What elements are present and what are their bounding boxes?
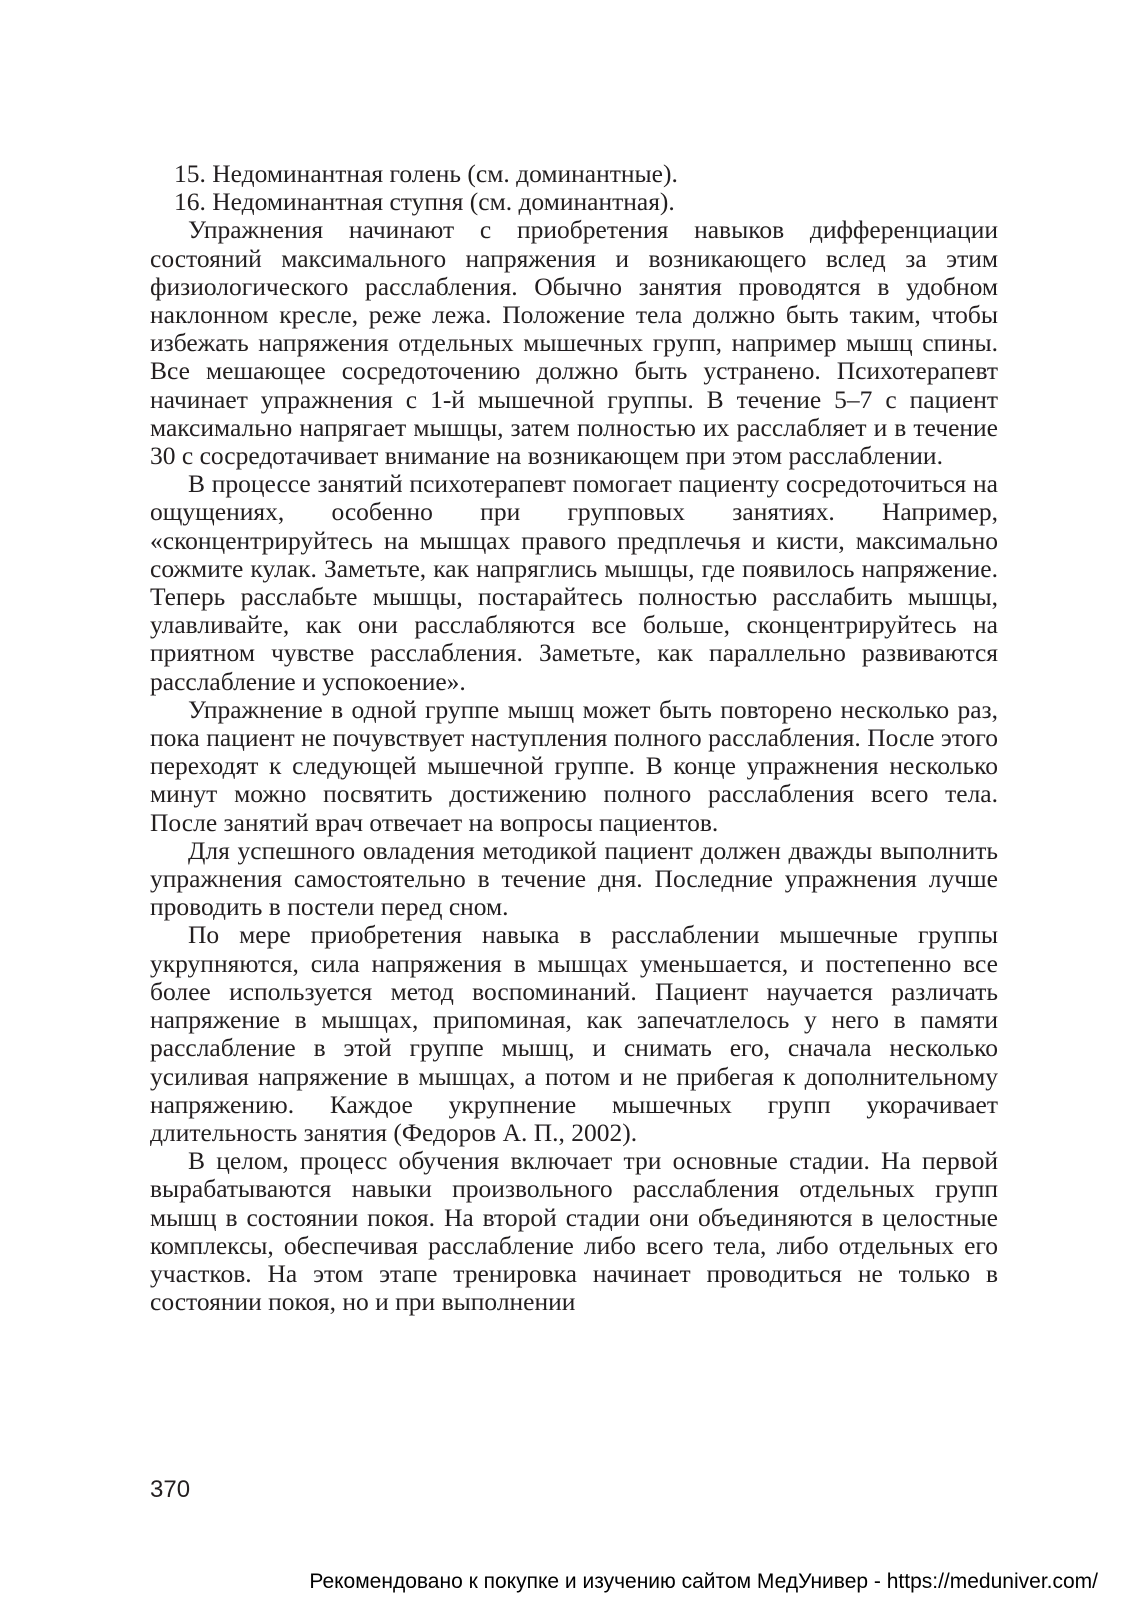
page-number: 370 <box>150 1476 191 1503</box>
footer-note: Рекомендовано к покупке и изучению сайтом МедУнивер - https://meduniver.com/ <box>309 1570 1098 1593</box>
list-item: 16. Недоминантная ступня (см. доминантная). <box>174 187 675 217</box>
paragraph: В целом, процесс обучения включает три основные стадии. На первой вырабатываются навыки произвольного расслабления отдельных групп мышц в состоянии покоя. На второй стадии они объединяются в целостные комплексы, обеспечивая расслабление либо всего тела, либо отдельных его участков. На этом этапе тренировка начинает проводиться не только в состоянии покоя, но и при выполнении <box>150 1146 998 1317</box>
list-item: 15. Недоминантная голень (см. доминантные). <box>174 159 678 188</box>
paragraph: Упражнения начинают с приобретения навыков дифференциации состояний максимального напряжения и возникающего вслед за этим физиологического расслабления. Обычно занятия проводятся в удобном наклонном кресле, реже лежа. Положение тела должно быть таким, чтобы избежать напряжения отдельных мышечных групп, например мышц спины. Все мешающее сосредоточению должно быть устранено. Психотерапевт начинает упражнения с 1-й мышечной группы. В течение 5–7 с пациент максимально напрягает мышцы, затем полностью их расслабляет и в течение 30 с сосредотачивает внимание на возникающем при этом расслаблении. <box>150 215 998 471</box>
paragraph: Для успешного овладения методикой пациент должен дважды выполнить упражнения самостоятельно в течение дня. Последние упражнения лучше проводить в постели перед сном. <box>150 835 998 922</box>
paragraph: По мере приобретения навыка в расслаблении мышечные группы укрупняются, сила напряжения в мышцах уменьшается, и постепенно все более используется метод воспоминаний. Пациент научается различать напряжение в мышцах, припоминая, как запечатлелось у него в памяти расслабление в этой группе мышц, и снимать его, сначала несколько усиливая напряжение в мышцах, а потом и не прибегая к дополнительному напряжению. Каждое укрупнение мышечных групп укорачивает длительность занятия (Федоров А. П., 2002). <box>150 920 998 1147</box>
page-body <box>150 160 998 1316</box>
paragraph: В процессе занятий психотерапевт помогает пациенту сосредоточиться на ощущениях, особенно при групповых занятиях. Например, «сконцентрируйтесь на мышцах правого предплечья и кисти, максимально сожмите кулак. Заметьте, как напряглись мышцы, где появилось напряжение. Теперь расслабьте мышцы, постарайтесь полностью расслабить мышцы, улавливайте, как они расслабляются все больше, сконцентрируйтесь на приятном чувстве расслабления. Заметьте, как параллельно развиваются расслабление и успокоение». <box>150 469 998 696</box>
paragraph: Упражнение в одной группе мышц может быть повторено несколько раз, пока пациент не почувствует наступления полного расслабления. После этого переходят к следующей мышечной группе. В конце упражнения несколько минут можно посвятить достижению полного расслабления всего тела. После занятий врач отвечает на вопросы пациентов. <box>150 694 998 837</box>
